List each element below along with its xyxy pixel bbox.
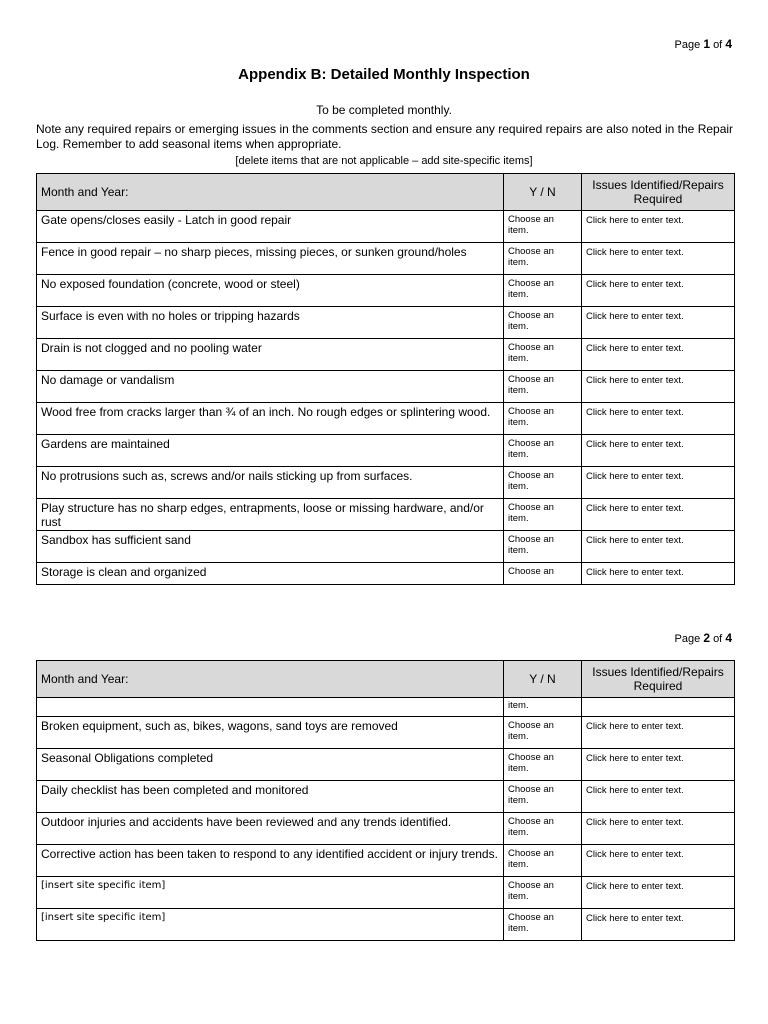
issues-text-field[interactable]: Click here to enter text. — [582, 403, 735, 435]
yn-dropdown[interactable]: Choose an item. — [504, 371, 582, 403]
table-row — [37, 749, 735, 781]
inspection-item: No damage or vandalism — [37, 371, 504, 403]
continued-row — [37, 698, 735, 717]
issues-text-field[interactable]: Click here to enter text. — [582, 339, 735, 371]
site-specific-item[interactable]: [insert site specific item] — [37, 877, 504, 909]
of-label: of — [713, 633, 723, 645]
yn-dropdown[interactable]: Choose an item. — [504, 499, 582, 531]
yn-dropdown[interactable]: Choose an item. — [504, 749, 582, 781]
issues-header: Issues Identified/Repairs Required — [582, 174, 735, 211]
inspection-item: Fence in good repair – no sharp pieces, missing pieces, or sunken ground/holes — [37, 243, 504, 275]
inspection-item: Drain is not clogged and no pooling water — [37, 339, 504, 371]
issues-text-field[interactable]: Click here to enter text. — [582, 467, 735, 499]
table-header — [37, 174, 735, 211]
table-row — [37, 307, 735, 339]
page-total: 4 — [725, 631, 732, 645]
table-row — [37, 243, 735, 275]
table-row — [37, 909, 735, 941]
yn-dropdown[interactable]: Choose an item. — [504, 275, 582, 307]
yn-dropdown[interactable]: Choose an item. — [504, 813, 582, 845]
issues-text-field[interactable]: Click here to enter text. — [582, 371, 735, 403]
yn-dropdown[interactable]: Choose an item. — [504, 307, 582, 339]
continued-item-cell — [37, 698, 504, 717]
page-number — [675, 37, 732, 51]
page-num: 1 — [703, 37, 710, 51]
table-row — [37, 717, 735, 749]
issues-text-field[interactable]: Click here to enter text. — [582, 909, 735, 941]
yn-dropdown[interactable]: item. — [504, 698, 582, 717]
issues-header: Issues Identified/Repairs Required — [582, 661, 735, 698]
issues-text-field[interactable]: Click here to enter text. — [582, 563, 735, 585]
inspection-item: Wood free from cracks larger than ¾ of an inch. No rough edges or splintering wood. — [37, 403, 504, 435]
issues-text-field[interactable]: Click here to enter text. — [582, 877, 735, 909]
yn-dropdown[interactable]: Choose an item. — [504, 877, 582, 909]
table-row — [37, 499, 735, 531]
inspection-item: Outdoor injuries and accidents have been reviewed and any trends identified. — [37, 813, 504, 845]
inspection-table — [36, 173, 735, 585]
inspection-item: No protrusions such as, screws and/or nails sticking up from surfaces. — [37, 467, 504, 499]
yn-header: Y / N — [504, 174, 582, 211]
inspection-item: Daily checklist has been completed and monitored — [37, 781, 504, 813]
page-label: Page — [674, 39, 701, 51]
inspection-item: Seasonal Obligations completed — [37, 749, 504, 781]
table-row — [37, 211, 735, 243]
issues-text-field[interactable]: Click here to enter text. — [582, 243, 735, 275]
inspection-item: Storage is clean and organized — [37, 563, 504, 585]
yn-header: Y / N — [504, 661, 582, 698]
yn-dropdown[interactable]: Choose an item. — [504, 781, 582, 813]
issues-text-field[interactable]: Click here to enter text. — [582, 307, 735, 339]
table-row — [37, 467, 735, 499]
inspection-item: Broken equipment, such as, bikes, wagons, sand toys are removed — [37, 717, 504, 749]
table-row — [37, 845, 735, 877]
month-year-header: Month and Year: — [37, 661, 504, 698]
continued-text-cell — [582, 698, 735, 717]
subtitle: To be completed monthly. — [316, 103, 452, 117]
issues-text-field[interactable]: Click here to enter text. — [582, 717, 735, 749]
table-header — [37, 661, 735, 698]
yn-dropdown[interactable]: Choose an — [504, 563, 582, 585]
table-row — [37, 877, 735, 909]
issues-text-field[interactable]: Click here to enter text. — [582, 531, 735, 563]
issues-text-field[interactable]: Click here to enter text. — [582, 435, 735, 467]
page-label: Page — [674, 633, 701, 645]
inspection-item: Sandbox has sufficient sand — [37, 531, 504, 563]
issues-text-field[interactable]: Click here to enter text. — [582, 275, 735, 307]
site-specific-item[interactable]: [insert site specific item] — [37, 909, 504, 941]
table-row — [37, 531, 735, 563]
table-row — [37, 435, 735, 467]
yn-dropdown[interactable]: Choose an item. — [504, 717, 582, 749]
month-year-header: Month and Year: — [37, 174, 504, 211]
issues-text-field[interactable]: Click here to enter text. — [582, 781, 735, 813]
inspection-item: Surface is even with no holes or tripping hazards — [37, 307, 504, 339]
issues-text-field[interactable]: Click here to enter text. — [582, 845, 735, 877]
table-row — [37, 403, 735, 435]
page-num: 2 — [703, 631, 710, 645]
page-number — [675, 631, 732, 645]
inspection-item: Corrective action has been taken to respond to any identified accident or injury trends. — [37, 845, 504, 877]
issues-text-field[interactable]: Click here to enter text. — [582, 813, 735, 845]
yn-dropdown[interactable]: Choose an item. — [504, 909, 582, 941]
inspection-item: No exposed foundation (concrete, wood or steel) — [37, 275, 504, 307]
page-total: 4 — [725, 37, 732, 51]
inspection-table — [36, 660, 735, 941]
of-label: of — [713, 39, 723, 51]
document-title: Appendix B: Detailed Monthly Inspection — [238, 66, 530, 83]
table-row — [37, 813, 735, 845]
issues-text-field[interactable]: Click here to enter text. — [582, 211, 735, 243]
issues-text-field[interactable]: Click here to enter text. — [582, 749, 735, 781]
inspection-item: Gardens are maintained — [37, 435, 504, 467]
yn-dropdown[interactable]: Choose an item. — [504, 243, 582, 275]
yn-dropdown[interactable]: Choose an item. — [504, 339, 582, 371]
yn-dropdown[interactable]: Choose an item. — [504, 531, 582, 563]
table-row — [37, 275, 735, 307]
yn-dropdown[interactable]: Choose an item. — [504, 211, 582, 243]
table-row — [37, 563, 735, 585]
delete-note: [delete items that are not applicable – add site-specific items] — [235, 155, 533, 167]
inspection-item: Play structure has no sharp edges, entrapments, loose or missing hardware, and/or rust — [37, 499, 504, 531]
table-row — [37, 371, 735, 403]
yn-dropdown[interactable]: Choose an item. — [504, 845, 582, 877]
inspection-item: Gate opens/closes easily - Latch in good repair — [37, 211, 504, 243]
yn-dropdown[interactable]: Choose an item. — [504, 467, 582, 499]
yn-dropdown[interactable]: Choose an item. — [504, 403, 582, 435]
table-row — [37, 781, 735, 813]
yn-dropdown[interactable]: Choose an item. — [504, 435, 582, 467]
issues-text-field[interactable]: Click here to enter text. — [582, 499, 735, 531]
instructions-note: Note any required repairs or emerging issues in the comments section and ensure any required repairs are also noted in the Repair Log. Remember to add seasonal items when appropriate. — [36, 122, 734, 151]
table-row — [37, 339, 735, 371]
